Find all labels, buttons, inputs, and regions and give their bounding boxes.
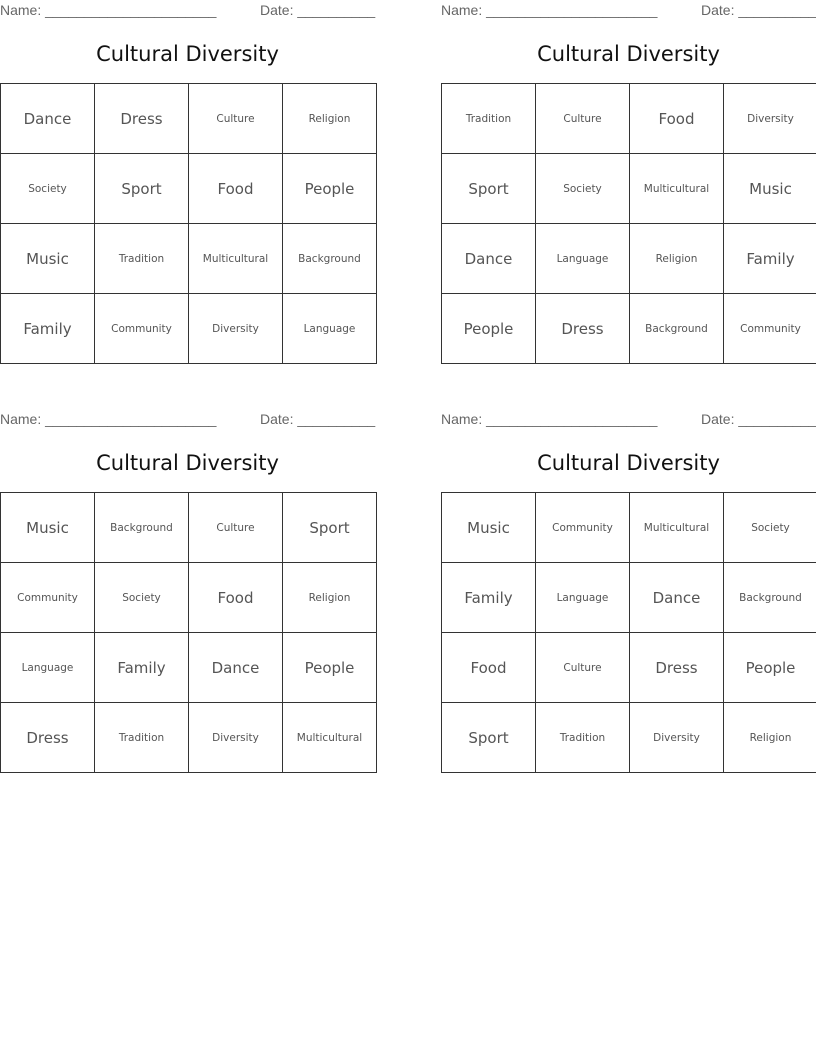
grid-cell: Diversity — [630, 703, 724, 773]
grid-cell: Society — [724, 493, 816, 563]
grid-cell: Dance — [630, 563, 724, 633]
date-field-label: Date: __________ — [701, 411, 816, 427]
grid-cell: Background — [630, 294, 724, 364]
grid-cell: Multicultural — [630, 154, 724, 224]
name-field-label: Name: ______________________ — [441, 2, 658, 18]
grid-cell: Diversity — [189, 703, 283, 773]
bingo-card-2 — [441, 0, 816, 364]
grid-cell: Family — [724, 224, 816, 294]
grid-cell: Religion — [724, 703, 816, 773]
grid-row — [1, 703, 377, 773]
grid-cell: Family — [1, 294, 95, 364]
grid-row — [1, 633, 377, 703]
grid-cell: Dance — [189, 633, 283, 703]
grid-cell: Culture — [536, 84, 630, 154]
grid-cell: People — [724, 633, 816, 703]
grid-cell: Food — [442, 633, 536, 703]
grid-cell: Dress — [536, 294, 630, 364]
grid-cell: Religion — [630, 224, 724, 294]
grid-cell: People — [283, 154, 377, 224]
grid-cell: Diversity — [724, 84, 816, 154]
grid-cell: Language — [283, 294, 377, 364]
grid-row — [442, 84, 816, 154]
grid-cell: Society — [1, 154, 95, 224]
grid-cell: Tradition — [95, 703, 189, 773]
grid-cell: Tradition — [95, 224, 189, 294]
grid-cell: Religion — [283, 84, 377, 154]
grid-cell: Background — [283, 224, 377, 294]
bingo-card-1 — [0, 0, 375, 364]
grid-cell: Dance — [442, 224, 536, 294]
name-date-line — [0, 2, 375, 20]
bingo-grid — [441, 83, 816, 364]
grid-row — [1, 563, 377, 633]
grid-row — [1, 154, 377, 224]
grid-cell: Music — [442, 493, 536, 563]
grid-cell: Sport — [442, 154, 536, 224]
grid-cell: Food — [630, 84, 724, 154]
name-date-line — [441, 411, 816, 429]
card-title: Cultural Diversity — [96, 42, 279, 66]
grid-cell: Religion — [283, 563, 377, 633]
grid-cell: Tradition — [442, 84, 536, 154]
name-field-label: Name: ______________________ — [441, 411, 658, 427]
grid-cell: Community — [95, 294, 189, 364]
grid-row — [1, 84, 377, 154]
grid-cell: Society — [536, 154, 630, 224]
grid-cell: Culture — [536, 633, 630, 703]
grid-cell: Sport — [283, 493, 377, 563]
name-date-line — [441, 2, 816, 20]
grid-cell: Language — [1, 633, 95, 703]
grid-row — [1, 294, 377, 364]
card-title: Cultural Diversity — [96, 451, 279, 475]
grid-row — [442, 294, 816, 364]
grid-cell: Dress — [95, 84, 189, 154]
card-title: Cultural Diversity — [537, 451, 720, 475]
grid-cell: Family — [95, 633, 189, 703]
date-field-label: Date: __________ — [260, 411, 376, 427]
grid-row — [1, 493, 377, 563]
grid-cell: Music — [1, 493, 95, 563]
date-field-label: Date: __________ — [701, 2, 816, 18]
grid-cell: Music — [1, 224, 95, 294]
grid-row — [442, 224, 816, 294]
grid-cell: People — [283, 633, 377, 703]
grid-cell: Dance — [1, 84, 95, 154]
grid-cell: Dress — [630, 633, 724, 703]
grid-cell: Sport — [95, 154, 189, 224]
bingo-grid — [441, 492, 816, 773]
grid-row — [442, 703, 816, 773]
grid-cell: Diversity — [189, 294, 283, 364]
name-date-line — [0, 411, 375, 429]
name-field-label: Name: ______________________ — [0, 411, 217, 427]
grid-cell: Tradition — [536, 703, 630, 773]
grid-cell: Background — [724, 563, 816, 633]
grid-cell: Food — [189, 563, 283, 633]
grid-cell: Culture — [189, 84, 283, 154]
grid-cell: Multicultural — [630, 493, 724, 563]
name-field-label: Name: ______________________ — [0, 2, 217, 18]
grid-row — [442, 154, 816, 224]
grid-cell: Family — [442, 563, 536, 633]
grid-cell: Multicultural — [283, 703, 377, 773]
grid-cell: Community — [536, 493, 630, 563]
grid-cell: Multicultural — [189, 224, 283, 294]
bingo-grid — [0, 492, 377, 773]
grid-cell: Music — [724, 154, 816, 224]
grid-row — [442, 493, 816, 563]
grid-cell: Food — [189, 154, 283, 224]
bingo-grid — [0, 83, 377, 364]
grid-cell: Dress — [1, 703, 95, 773]
grid-cell: Sport — [442, 703, 536, 773]
grid-row — [442, 633, 816, 703]
grid-cell: People — [442, 294, 536, 364]
grid-cell: Community — [1, 563, 95, 633]
card-title: Cultural Diversity — [537, 42, 720, 66]
date-field-label: Date: __________ — [260, 2, 376, 18]
grid-cell: Background — [95, 493, 189, 563]
grid-cell: Culture — [189, 493, 283, 563]
grid-row — [442, 563, 816, 633]
grid-cell: Society — [95, 563, 189, 633]
bingo-card-4 — [441, 409, 816, 773]
grid-cell: Community — [724, 294, 816, 364]
grid-row — [1, 224, 377, 294]
grid-cell: Language — [536, 563, 630, 633]
grid-cell: Language — [536, 224, 630, 294]
bingo-card-3 — [0, 409, 375, 773]
